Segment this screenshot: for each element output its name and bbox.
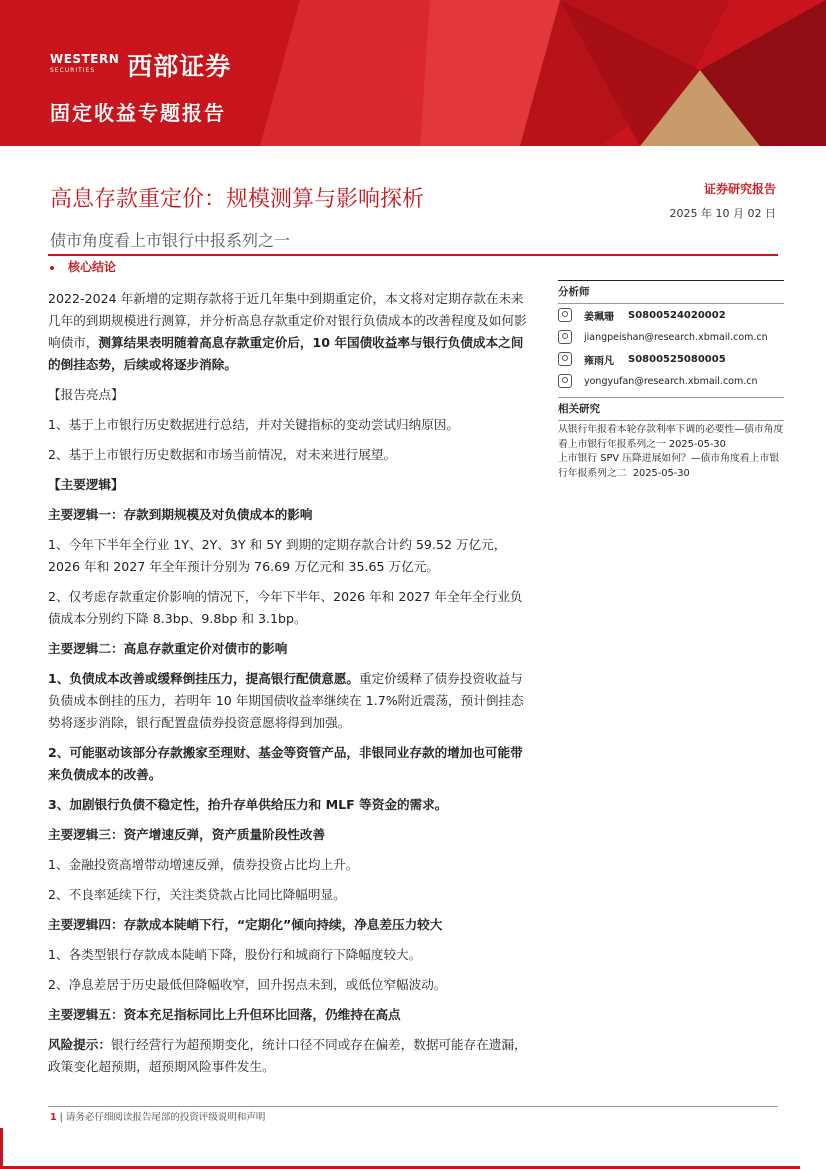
analyst-code: S0800525080005 bbox=[628, 353, 726, 365]
highlight-heading: 【报告亮点】 bbox=[48, 387, 124, 402]
title-divider bbox=[48, 254, 778, 256]
sidebar-divider bbox=[558, 420, 784, 421]
logic4-title: 主要逻辑四：存款成本陡峭下行，“定期化”倾向持续，净息差压力较大 bbox=[48, 917, 443, 932]
header-banner bbox=[0, 0, 826, 146]
related-title: 上市银行 SPV 压降进展如何？—债市角度看上市银行年报系列之二 bbox=[558, 453, 779, 479]
logo-en-line1: WESTERN bbox=[50, 52, 120, 66]
page-title: 高息存款重定价：规模测算与影响探析 bbox=[50, 187, 425, 212]
analyst-email-row bbox=[558, 370, 784, 392]
bullet-icon bbox=[50, 266, 54, 270]
logic3-item: 2、不良率延续下行，关注类贷款占比同比降幅明显。 bbox=[48, 887, 346, 902]
page-subtitle: 债市角度看上市银行中报系列之一 bbox=[50, 231, 291, 250]
risk-text: 银行经营行为超预期变化，统计口径不同或存在偏差，数据可能存在遗漏，政策变化超预期，超预期风险事件发生。 bbox=[48, 1037, 527, 1074]
risk-note bbox=[48, 1034, 530, 1078]
doc-type-label: 证券研究报告 bbox=[703, 182, 776, 196]
analyst-row bbox=[558, 304, 784, 326]
analyst-name: 雍雨凡 bbox=[584, 355, 614, 367]
analyst-row bbox=[558, 348, 784, 370]
logic4-item: 2、净息差居于历史最低但降幅收窄，回升拐点未到，或低位窄幅波动。 bbox=[48, 977, 447, 992]
footer-divider bbox=[48, 1106, 778, 1107]
highlight-item: 2、基于上市银行历史数据和市场当前情况，对未来进行展望。 bbox=[48, 447, 397, 462]
logic4-item: 1、各类型银行存款成本陡峭下降，股份行和城商行下降幅度较大。 bbox=[48, 947, 422, 962]
related-list bbox=[558, 423, 784, 481]
logo-chinese: 西部证券 bbox=[127, 52, 232, 81]
sidebar bbox=[558, 280, 784, 481]
footer-separator: | bbox=[59, 1112, 63, 1123]
analyst-email-row bbox=[558, 326, 784, 348]
mail-icon bbox=[558, 374, 572, 388]
logic1-item: 1、今年下半年全行业 1Y、2Y、3Y 和 5Y 到期的定期存款合计约 59.52 万亿元，2026 年和 2027 年全年预计分别为 76.69 万亿元和 35.65 万亿元。 bbox=[48, 537, 507, 574]
analyst-heading: 分析师 bbox=[558, 286, 590, 298]
footer bbox=[50, 1109, 265, 1123]
person-icon bbox=[558, 352, 572, 366]
related-date: 2025-05-30 bbox=[668, 438, 726, 450]
intro-normal: 2022-2024 年新增的定期存款将于近几年集中到期重定价，本文将对定期存款在未来几年的到期规模进行测算，并分析高息存款重定价对银行负债成本的改善程度及如何影响债市， bbox=[48, 291, 527, 350]
logic-heading: 【主要逻辑】 bbox=[48, 477, 124, 492]
corner-accent-vertical bbox=[0, 1128, 3, 1169]
analyst-name: 姜珮珊 bbox=[584, 311, 614, 323]
logic3-item: 1、金融投资高增带动增速反弹，债券投资占比均上升。 bbox=[48, 857, 359, 872]
analyst-code: S0800524020002 bbox=[628, 309, 726, 321]
logic1-title: 主要逻辑一：存款到期规模及对负债成本的影响 bbox=[48, 507, 313, 522]
related-date: 2025-05-30 bbox=[632, 467, 690, 479]
logic3-title: 主要逻辑三：资产增速反弹，资产质量阶段性改善 bbox=[48, 827, 326, 842]
related-item[interactable] bbox=[558, 423, 784, 452]
analyst-email[interactable]: jiangpeishan@research.xbmail.com.cn bbox=[584, 331, 768, 343]
person-icon bbox=[558, 308, 572, 322]
report-type: 固定收益专题报告 bbox=[50, 101, 226, 125]
intro-paragraph bbox=[48, 288, 530, 376]
company-logo bbox=[50, 47, 231, 83]
logic2-item1-bold: 1、负债成本改善或缓释倒挂压力，提高银行配债意愿。 bbox=[48, 671, 360, 686]
logic1-item: 2、仅考虑存款重定价影响的情况下，今年下半年、2026 年和 2027 年全年全行业负债成本分别约下降 8.3bp、9.8bp 和 3.1bp。 bbox=[48, 589, 523, 626]
analyst-email[interactable]: yongyufan@research.xbmail.com.cn bbox=[584, 375, 758, 387]
logo-english bbox=[50, 54, 119, 76]
doc-date: 2025 年 10 月 02 日 bbox=[669, 207, 776, 220]
mail-icon bbox=[558, 330, 572, 344]
core-heading bbox=[50, 258, 116, 275]
logic2-item1-normal: 重定价缓释了债券投资收益与负债成本倒挂的压力，若明年 10 年期国债收益率继续在 1.7%附近震荡，预计倒挂态势将逐步消除，银行配置盘债券投资意愿将得到加强。 bbox=[48, 671, 524, 730]
risk-label: 风险提示： bbox=[48, 1037, 111, 1052]
logic2-item1 bbox=[48, 668, 530, 734]
related-item[interactable] bbox=[558, 452, 784, 481]
logic2-title: 主要逻辑二：高息存款重定价对债市的影响 bbox=[48, 641, 288, 656]
logic5-title: 主要逻辑五：资本充足指标同比上升但环比回落，仍维持在高点 bbox=[48, 1007, 401, 1022]
footer-disclaimer: 请务必仔细阅读报告尾部的投资评级说明和声明 bbox=[65, 1112, 266, 1123]
logo-en-line2: SECURITIES bbox=[50, 67, 96, 74]
page-number: 1 bbox=[50, 1112, 57, 1123]
core-heading-text: 核心结论 bbox=[68, 260, 117, 274]
intro-bold: 测算结果表明随着高息存款重定价后，10 年国债收益率与银行负债成本之间的倒挂态势，后续或将逐步消除。 bbox=[48, 335, 524, 372]
main-content bbox=[48, 288, 530, 1078]
logic2-item2: 2、可能驱动该部分存款搬家至理财、基金等资管产品，非银同业存款的增加也可能带来负债成本的改善。 bbox=[48, 745, 523, 782]
highlight-item: 1、基于上市银行历史数据进行总结，并对关键指标的变动尝试归纳原因。 bbox=[48, 417, 460, 432]
related-title: 从银行年报看本轮存款利率下调的必要性—债市角度看上市银行年报系列之一 bbox=[558, 424, 784, 450]
related-heading: 相关研究 bbox=[558, 403, 600, 415]
logic2-item3: 3、加剧银行负债不稳定性，抬升存单供给压力和 MLF 等资金的需求。 bbox=[48, 797, 448, 812]
